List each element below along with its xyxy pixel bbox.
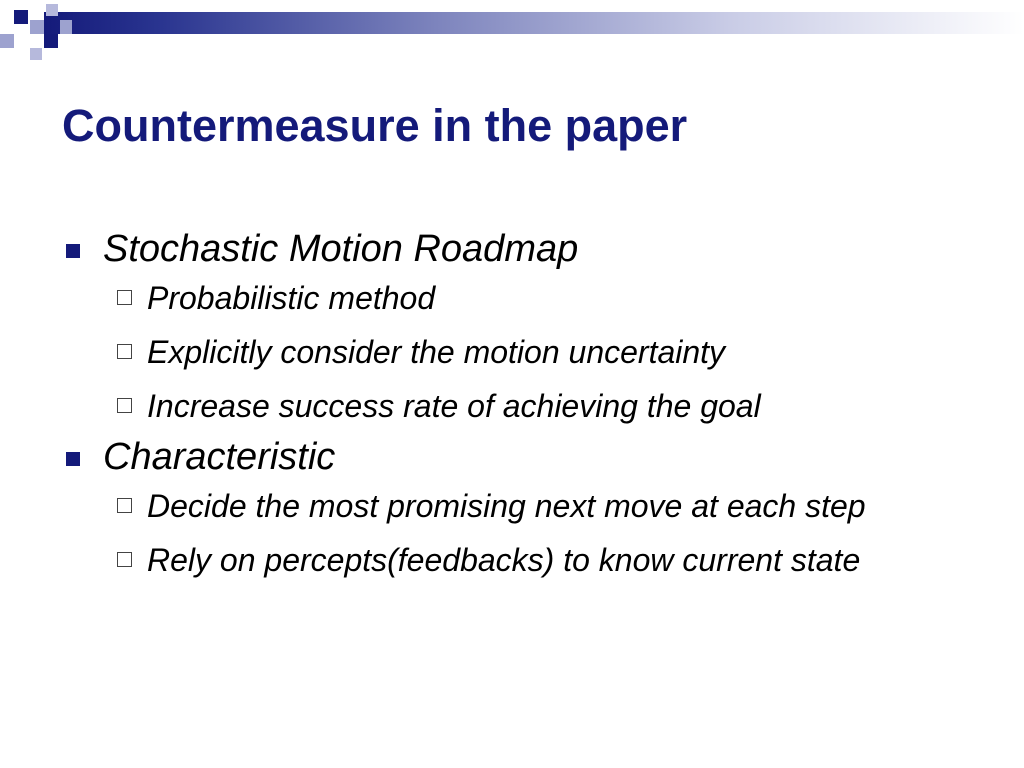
sub-bullet-text: Decide the most promising next move at each step [147, 488, 866, 524]
header-square-icon [60, 20, 72, 34]
header-square-icon [44, 34, 58, 48]
sub-bullet-text: Probabilistic method [147, 280, 436, 316]
filled-square-bullet-icon [66, 452, 80, 466]
bullet-list [0, 226, 1024, 594]
bullet-text: Characteristic [103, 436, 336, 478]
filled-square-bullet-icon [66, 244, 80, 258]
bullet-item [0, 434, 1024, 480]
sub-bullet-item [0, 332, 1024, 372]
header-square-icon [30, 48, 42, 60]
slide-title: Countermeasure in the paper [62, 100, 688, 151]
sub-bullet-text: Explicitly consider the motion uncertainty [147, 334, 726, 370]
header-square-icon [46, 4, 58, 16]
bullet-text: Stochastic Motion Roadmap [103, 228, 579, 270]
hollow-square-bullet-icon [117, 552, 132, 567]
bullet-item [0, 226, 1024, 272]
header-gradient-bar [44, 12, 1024, 34]
hollow-square-bullet-icon [117, 398, 132, 413]
header-square-icon [30, 20, 44, 34]
header-square-icon [14, 10, 28, 24]
sub-bullet-item [0, 278, 1024, 318]
header-square-icon [0, 34, 14, 48]
hollow-square-bullet-icon [117, 290, 132, 305]
sub-bullet-item [0, 386, 1024, 426]
hollow-square-bullet-icon [117, 344, 132, 359]
sub-bullet-item [0, 486, 1024, 526]
sub-bullet-text: Increase success rate of achieving the goal [147, 388, 761, 424]
hollow-square-bullet-icon [117, 498, 132, 513]
sub-bullet-item [0, 540, 1024, 580]
sub-bullet-text: Rely on percepts(feedbacks) to know current state [147, 542, 861, 578]
